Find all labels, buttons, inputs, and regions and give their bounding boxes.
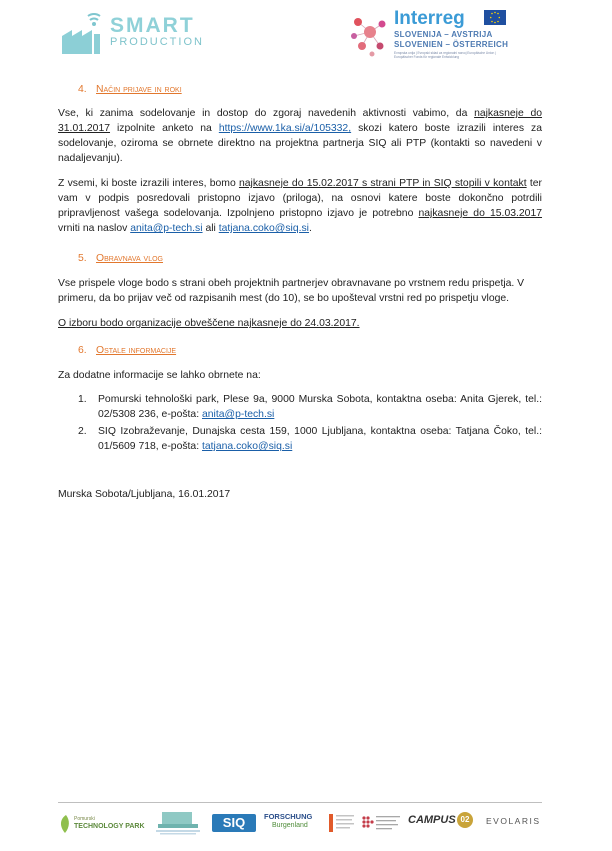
university-emblem-icon bbox=[328, 810, 358, 836]
section-number: 5. bbox=[78, 253, 87, 264]
technology-park-logo bbox=[58, 810, 145, 836]
smart-production-logo bbox=[58, 12, 208, 56]
text-run: SIQ Izobraževanje, Dunajska cesta 159, 1000 Ljubljana, kontaktna oseba: Tatjana Čoko, tel.: 01/5609 718, e-pošta: bbox=[98, 426, 542, 452]
text-run: . bbox=[309, 223, 312, 234]
interreg-region-line1: SLOVENIJA – AVSTRIJA bbox=[394, 30, 493, 39]
deadline-text: najkasneje do 15.03.2017 bbox=[418, 208, 543, 219]
text-run: Pomurski tehnološki park, Plese 9a, 9000 Murska Sobota, kontaktna oseba: Anita Gjerek, tel.: 02/5308 236, e-pošta: bbox=[98, 394, 542, 420]
contact-list-item bbox=[78, 424, 542, 454]
text-run: izpolnite anketo na bbox=[110, 123, 219, 134]
section-number: 4. bbox=[78, 84, 87, 95]
network-graphic-icon bbox=[348, 12, 392, 58]
email-link-tatjana[interactable]: tatjana.coko@siq.si bbox=[202, 441, 293, 452]
section-5-heading bbox=[78, 253, 163, 264]
interreg-fine-print: Evropska unija | Evropski sklad za regionalni razvoj Europäische Union | Europäischer Fonds für regionale Entwicklung bbox=[394, 51, 496, 60]
text-run: skozi katero boste izrazili interes za sodelovanje, oziroma se obrnete direktno na projektna partnerja SIQ ali PTP (kontakti so navedeni v nadaljevanju). bbox=[58, 123, 542, 164]
forschung-burgenland-logo bbox=[264, 810, 326, 836]
place-date: Murska Sobota/Ljubljana, 16.01.2017 bbox=[58, 489, 231, 500]
campus-text: CAMPUS bbox=[408, 814, 456, 826]
text-run: Vse, ki zanima sodelovanje in dostop do zgoraj navedenih aktivnosti vabimo, da bbox=[58, 108, 475, 119]
building-icon bbox=[152, 810, 204, 836]
campus-number-badge: 02 bbox=[457, 812, 473, 828]
section-5-paragraph-1: Vse prispele vloge bodo s strani obeh projektnih partnerjev obravnavane po vrstnem redu prispetja. V primeru, da bo prijav več od razpisanih mest (do 10), se bo upošteval vrstni red po prispetju vloge. bbox=[58, 278, 525, 304]
evolaris-text: EVOLARIS bbox=[486, 816, 541, 826]
text-run: vrniti na naslov bbox=[58, 223, 131, 234]
siq-logo bbox=[212, 810, 258, 836]
interreg-region-line2: SLOVENIEN – ÖSTERREICH bbox=[394, 40, 509, 49]
tp-big-text: TECHNOLOGY PARK bbox=[74, 823, 145, 830]
contact-list-item bbox=[78, 392, 542, 422]
text-run: ter vam v podpis posredovali pristopno izjavo (priloga), na osnovi katere boste dokončno potrdili pripravljenost vašega sodelovanja. Izpolnjeno pristopno izjavo je potrebno bbox=[58, 178, 543, 219]
list-text bbox=[98, 392, 542, 422]
section-title: Obravnava vlog bbox=[96, 253, 163, 264]
forschung-text: FORSCHUNG bbox=[264, 812, 313, 821]
section-4-paragraph-1 bbox=[58, 106, 542, 166]
siq-text: SIQ bbox=[212, 814, 256, 832]
section-4-heading bbox=[78, 84, 182, 95]
email-link-anita[interactable]: anita@p-tech.si bbox=[202, 409, 275, 420]
factory-icon bbox=[58, 12, 106, 56]
dot-grid-icon bbox=[360, 810, 404, 836]
interreg-logo bbox=[348, 8, 512, 66]
email-link-tatjana[interactable]: tatjana.coko@siq.si bbox=[218, 223, 309, 234]
deadline-text: najkasneje do 31.01.2017 bbox=[58, 108, 543, 134]
evolaris-logo bbox=[486, 810, 544, 836]
footer-divider bbox=[58, 802, 542, 803]
survey-link[interactable]: https://www.1ka.si/a/105332, bbox=[218, 123, 352, 134]
logo-production-text: PRODUCTION bbox=[110, 36, 204, 48]
section-number: 6. bbox=[78, 345, 87, 356]
section-title: Ostale informacije bbox=[96, 345, 177, 356]
section-title: Način prijave in roki bbox=[96, 84, 182, 95]
deadline-text: najkasneje do 15.02.2017 s strani PTP in SIQ stopili v kontakt bbox=[238, 178, 527, 189]
university-logo bbox=[328, 810, 358, 836]
burgenland-text: Burgenland bbox=[272, 822, 308, 829]
list-number: 1. bbox=[78, 394, 87, 405]
leaf-icon bbox=[58, 814, 72, 834]
section-5-paragraph-2: O izboru bodo organizacije obveščene najkasneje do 24.03.2017. bbox=[58, 318, 360, 329]
email-link-anita[interactable]: anita@p-tech.si bbox=[130, 223, 203, 234]
partner-logo-building bbox=[152, 810, 204, 836]
list-number: 2. bbox=[78, 426, 87, 437]
campus-02-logo bbox=[408, 810, 480, 836]
tp-small-text: Pomurski bbox=[74, 816, 95, 822]
dots-partner-logo bbox=[360, 810, 404, 836]
text-run: ali bbox=[202, 223, 219, 234]
logo-smart-text: SMART bbox=[110, 14, 195, 37]
eu-flag-icon bbox=[484, 10, 506, 25]
section-6-heading bbox=[78, 345, 176, 356]
section-6-intro: Za dodatne informacije se lahko obrnete na: bbox=[58, 370, 261, 381]
text-run: Z vsemi, ki boste izrazili interes, bomo bbox=[58, 178, 239, 189]
interreg-brand-text: Interreg bbox=[394, 8, 465, 29]
section-4-paragraph-2 bbox=[58, 176, 542, 236]
list-text bbox=[98, 424, 542, 454]
